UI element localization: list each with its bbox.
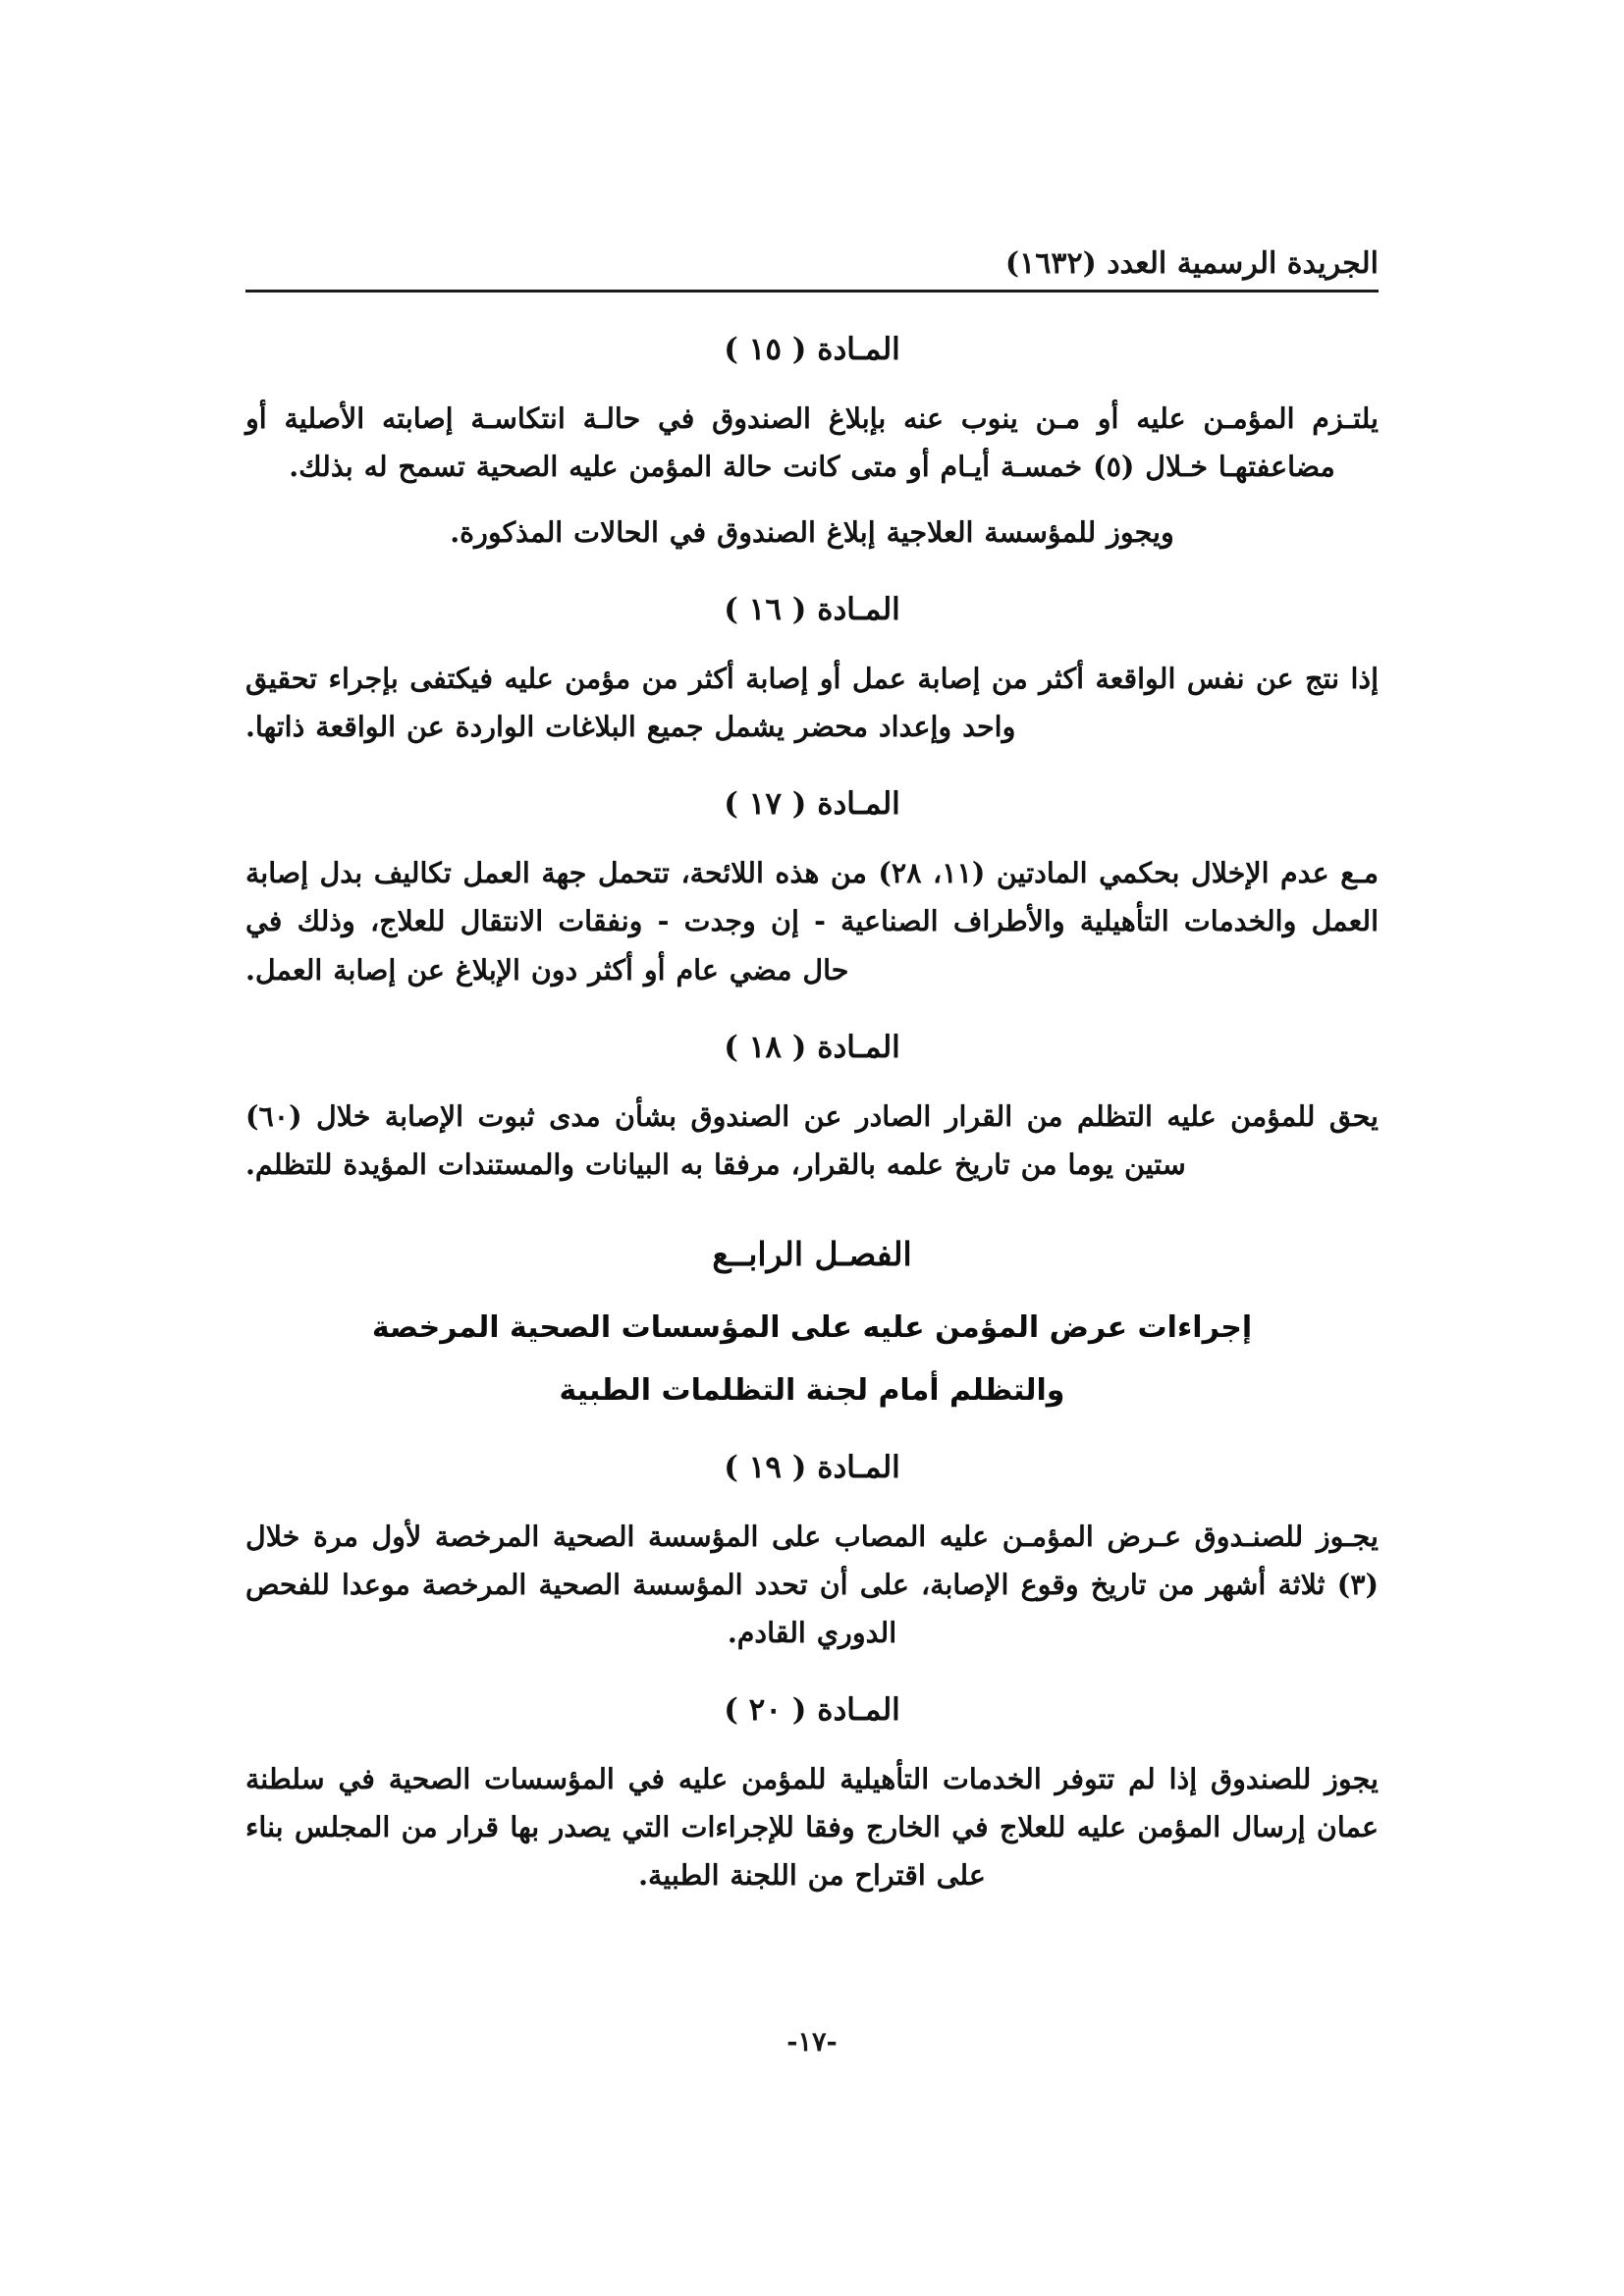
article-heading-17: المـادة ( ١٧ ) bbox=[724, 786, 900, 823]
article-paragraph-15-2: ويجوز للمؤسسة العلاجية إبلاغ الصندوق في الحالات المذكورة. bbox=[450, 514, 1174, 549]
article-paragraph-16-1: إذا نتج عن نفس الواقعة أكثر من إصابة عمل أو إصابة أكثر من مؤمن عليه فيكتفى بإجراء تحقيق واحد وإعداد محضر يشمل جميع البلاغات الواردة عن الواقعة ذاتها. bbox=[245, 662, 1379, 744]
article-heading-20: المـادة ( ٢٠ ) bbox=[724, 1692, 900, 1729]
page-number: -١٧- bbox=[786, 2027, 838, 2057]
article-paragraph-19-1: يجـوز للصنـدوق عـرض المؤمـن عليه المصاب على المؤسسة الصحية المرخصة لأول مرة خلال (٣) ثلاثة أشهر من تاريخ وقوع الإصابة، على أن تحدد المؤسسة الصحية المرخصة موعدا للفحص الدوري القادم. bbox=[245, 1520, 1379, 1650]
page-content bbox=[245, 245, 1379, 1905]
article-paragraph-15-1: يلتـزم المؤمـن عليه أو مـن ينوب عنه بإبلاغ الصندوق في حالـة انتكاسـة إصابته الأصلية أو مضاعفتهـا خـلال (٥) خمسـة أيـام أو متى كانت حالة المؤمن عليه الصحية تسمح له بذلك. bbox=[245, 400, 1379, 483]
article-heading-18: المـادة ( ١٨ ) bbox=[724, 1029, 900, 1065]
gazette-running-header: الجريدة الرسمية العدد (١٦٣٢) bbox=[1004, 246, 1379, 281]
article-heading-16: المـادة ( ١٦ ) bbox=[724, 591, 900, 627]
article-paragraph-20-1: يجوز للصندوق إذا لم تتوفر الخدمات التأهيلية للمؤمن عليه في المؤسسات الصحية في سلطنة عمان إرسال المؤمن عليه للعلاج في الخارج وفقا للإجراءات التي يصدر بها قرار من المجلس بناء على اقتراح من اللجنة الطبية. bbox=[245, 1762, 1379, 1893]
chapter-block bbox=[245, 1234, 1379, 1415]
chapter-subtitle-line-1: إجراءات عرض المؤمن عليه على المؤسسات الصحية المرخصة bbox=[371, 1309, 1253, 1345]
chapter-subtitle-line-2: والتظلم أمام لجنة التظلمات الطبية bbox=[559, 1373, 1065, 1409]
article-paragraph-18-1: يحق للمؤمن عليه التظلم من القرار الصادر عن الصندوق بشأن مدى ثبوت الإصابة خلال (٦٠) ستين يوما من تاريخ علمه بالقرار، مرفقا به البيانات والمستندات المؤيدة للتظلم. bbox=[245, 1098, 1379, 1181]
article-heading-19: المـادة ( ١٩ ) bbox=[724, 1449, 900, 1485]
article-paragraph-17-1: مـع عدم الإخلال بحكمي المادتين (١١، ٢٨) من هذه اللائحة، تتحمل جهة العمل تكاليف بدل إصابة العمل والخدمات التأهيلية والأطراف الصناعية - إن وجدت - ونفقات الانتقال للعلاج، وذلك في حال مضي عام أو أكثر دون الإبلاغ عن إصابة العمل. bbox=[245, 856, 1379, 987]
header-divider-rule bbox=[245, 290, 1379, 293]
chapter-title: الفصـل الرابــع bbox=[712, 1234, 912, 1273]
article-heading-15: المـادة ( ١٥ ) bbox=[724, 331, 900, 367]
